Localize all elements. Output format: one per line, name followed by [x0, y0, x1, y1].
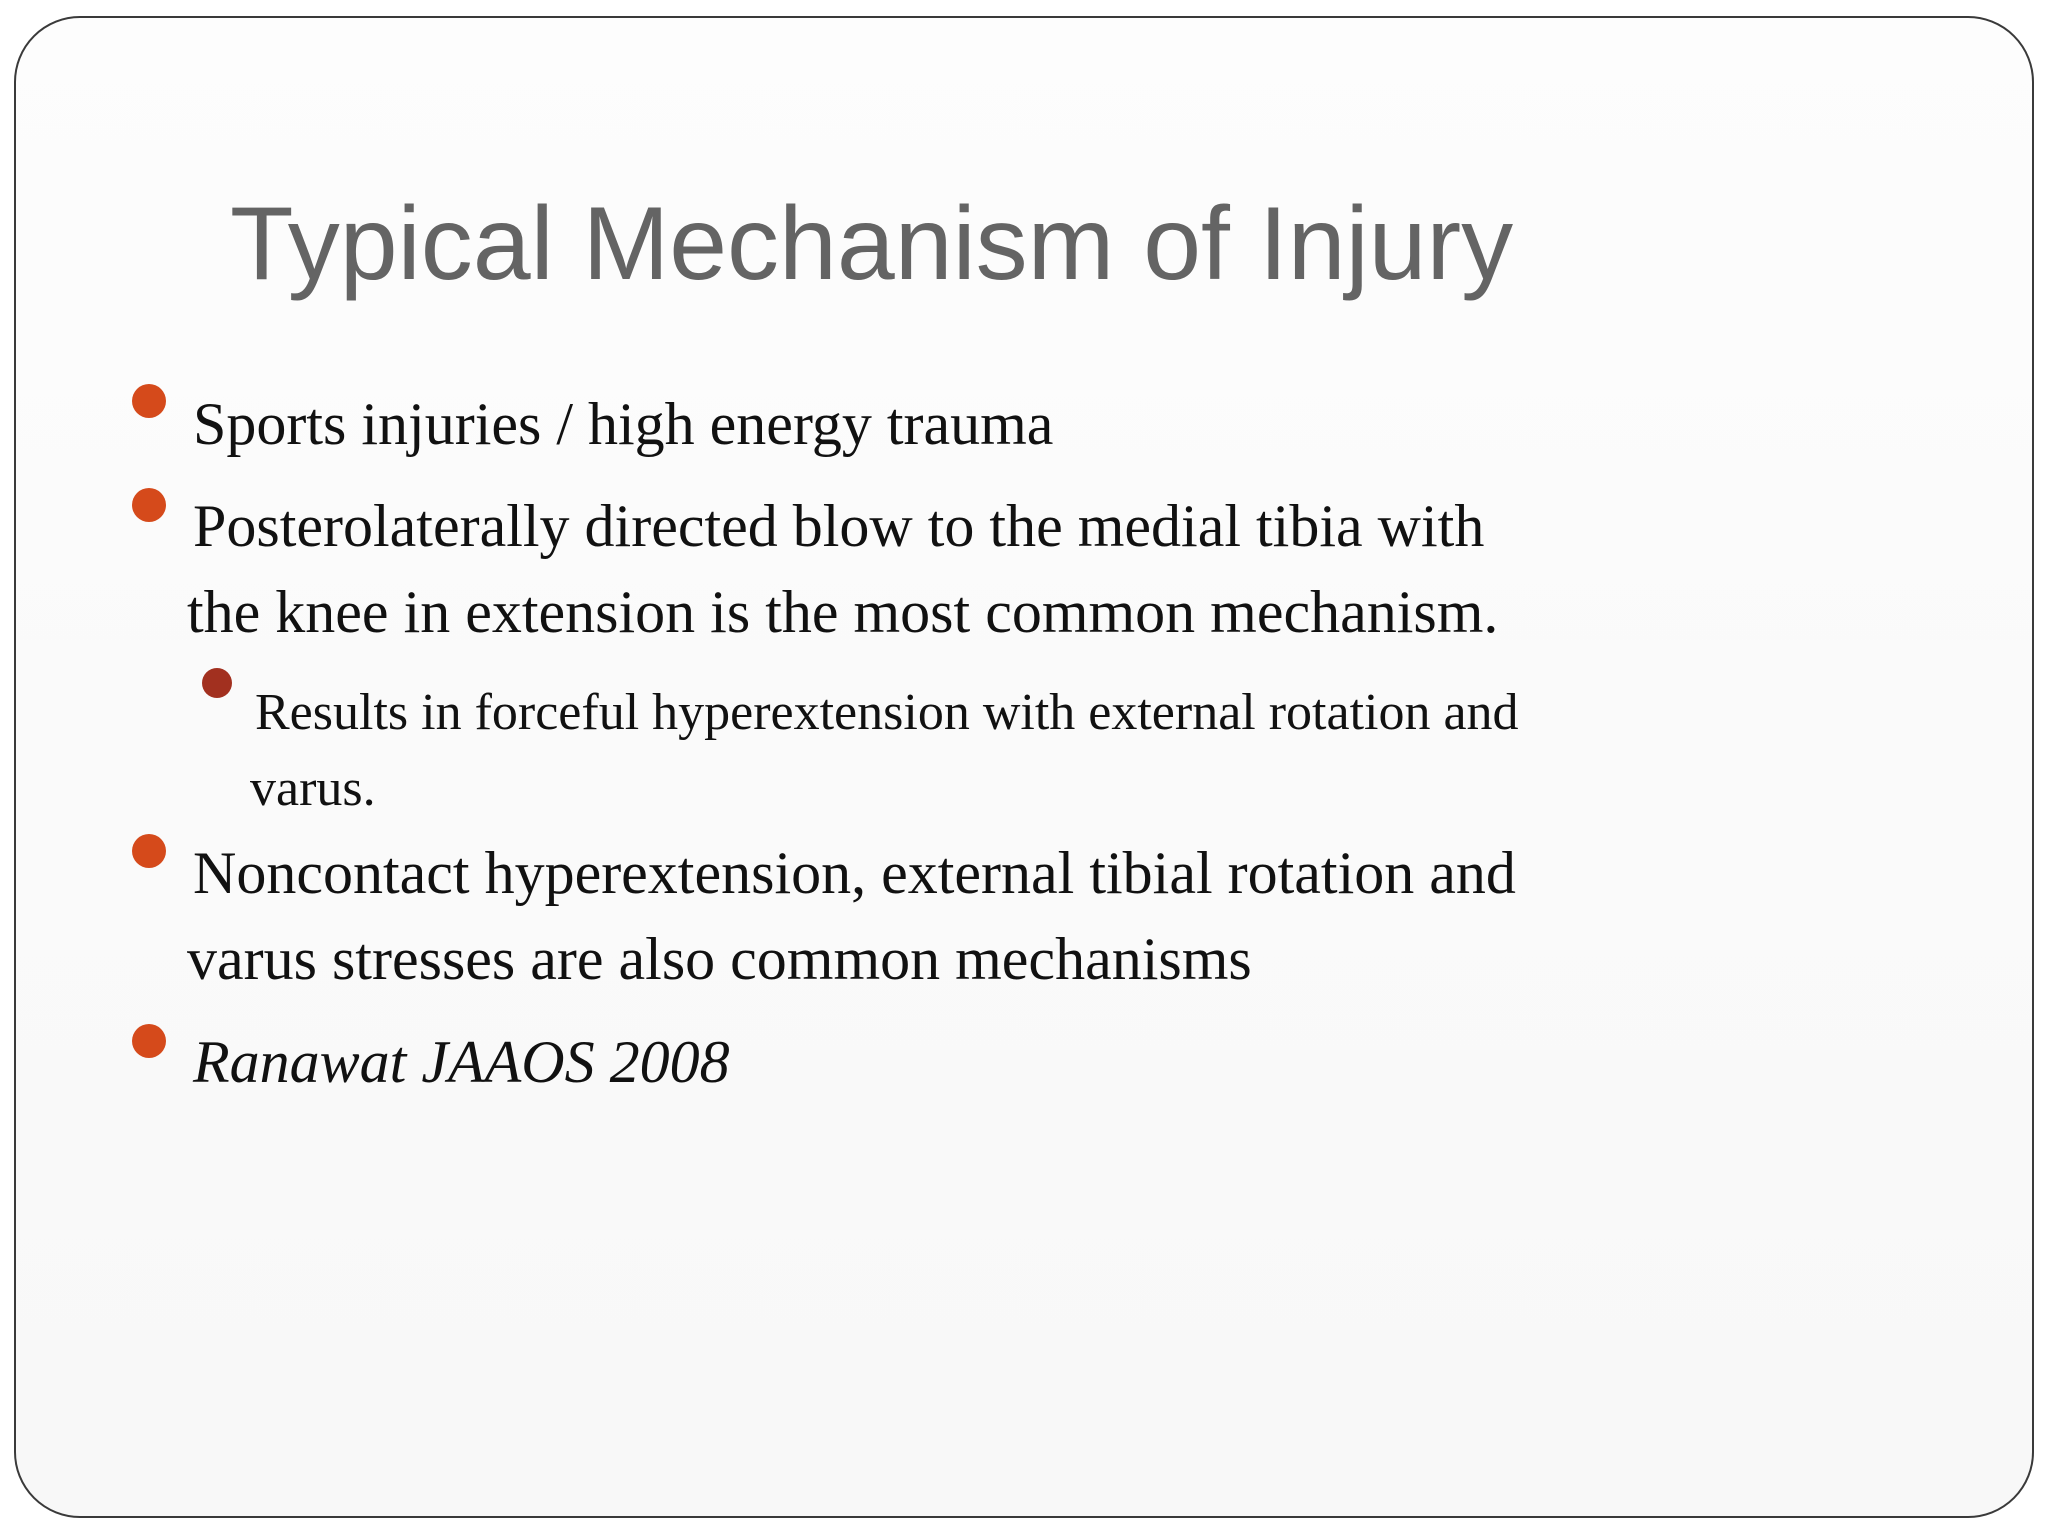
bullet-dot-icon — [132, 488, 166, 522]
slide — [14, 16, 2034, 1518]
sub-bullet-dot-icon — [202, 668, 232, 698]
bullet-item-2-line-2: the knee in extension is the most common mechanism. — [187, 579, 1499, 645]
sub-bullet-item-line-2: varus. — [250, 760, 376, 817]
bullet-dot-icon — [132, 834, 166, 868]
slide-title: Typical Mechanism of Injury — [230, 186, 1514, 302]
bullet-item-1: Sports injuries / high energy trauma — [193, 391, 1054, 457]
bullet-dot-icon — [132, 384, 166, 418]
bullet-item-4-citation: Ranawat JAAOS 2008 — [193, 1029, 730, 1095]
bullet-item-3-line-1: Noncontact hyperextension, external tibial rotation and — [193, 840, 1516, 906]
bullet-item-2-line-1: Posterolaterally directed blow to the medial tibia with — [193, 493, 1485, 559]
sub-bullet-item-line-1: Results in forceful hyperextension with external rotation and — [255, 684, 1519, 741]
bullet-dot-icon — [132, 1024, 166, 1058]
bullet-item-3-line-2: varus stresses are also common mechanisms — [187, 926, 1252, 992]
